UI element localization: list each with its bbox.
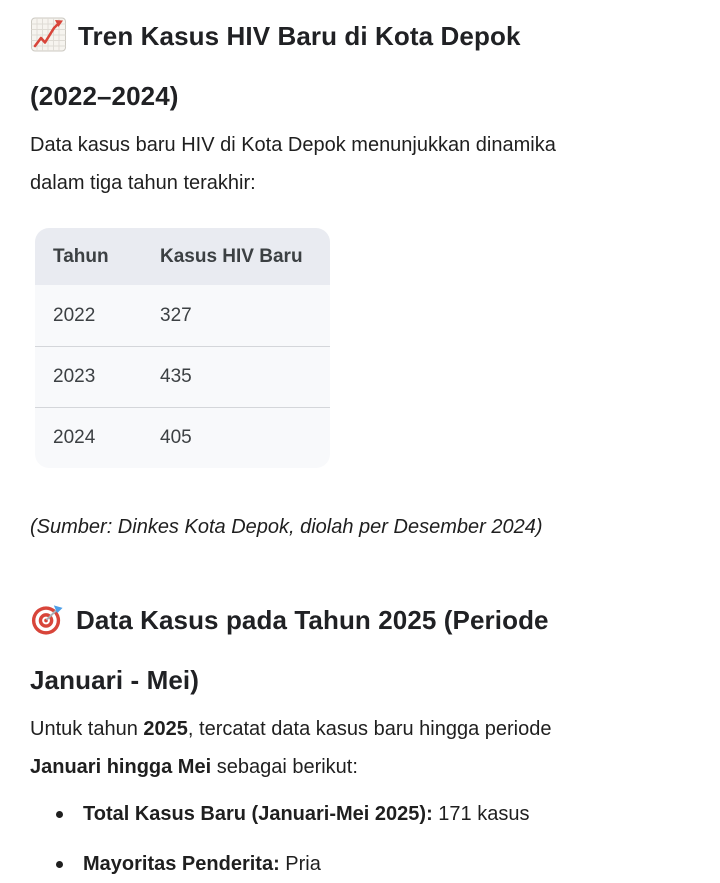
- source-note: (Sumber: Dinkes Kota Depok, diolah per Desember 2024): [30, 516, 543, 538]
- column-header-tahun: Tahun: [53, 245, 109, 267]
- list-item: [30, 795, 690, 833]
- table-row: [35, 346, 330, 407]
- page-title-line2: (2022–2024): [30, 81, 179, 111]
- intro-line-1: Data kasus baru HIV di Kota Depok menunjukkan dinamika: [30, 134, 556, 156]
- intro-2025-line-1: Untuk tahun 2025, tercatat data kasus baru hingga periode: [30, 718, 552, 740]
- cell-kasus: 327: [160, 304, 192, 326]
- chart-increasing-icon: [30, 16, 67, 70]
- bullet-text-total-kasus: Total Kasus Baru (Januari-Mei 2025): 171 kasus: [83, 803, 530, 825]
- dart-target-icon: [30, 602, 65, 654]
- section-2025-heading-line2: Januari - Mei): [30, 665, 199, 695]
- cell-tahun: 2024: [53, 427, 96, 448]
- cell-kasus: 405: [160, 427, 192, 448]
- bullet-list: [30, 795, 690, 883]
- table-header-row: [35, 228, 330, 285]
- section-2025-heading: [30, 594, 690, 706]
- cell-tahun: 2022: [53, 304, 96, 326]
- bullet-icon: [56, 861, 63, 868]
- page-title: [30, 10, 690, 122]
- bullet-icon: [56, 811, 63, 818]
- column-header-kasus: Kasus HIV Baru: [160, 245, 303, 267]
- intro-2025-paragraph: [30, 710, 690, 786]
- intro-2025-line-2: Januari hingga Mei sebagai berikut:: [30, 756, 358, 778]
- intro-paragraph: [30, 126, 690, 202]
- cell-kasus: 435: [160, 366, 192, 387]
- page-title-line1: Tren Kasus HIV Baru di Kota Depok: [78, 21, 521, 51]
- intro-line-2: dalam tiga tahun terakhir:: [30, 172, 256, 194]
- hiv-cases-table: [35, 228, 330, 468]
- table-row: [35, 407, 330, 468]
- bullet-text-mayoritas: Mayoritas Penderita: Pria: [83, 853, 321, 875]
- list-item: [30, 845, 690, 883]
- table-row: [35, 285, 330, 346]
- cell-tahun: 2023: [53, 366, 96, 387]
- section-2025-heading-line1: Data Kasus pada Tahun 2025 (Periode: [76, 605, 549, 635]
